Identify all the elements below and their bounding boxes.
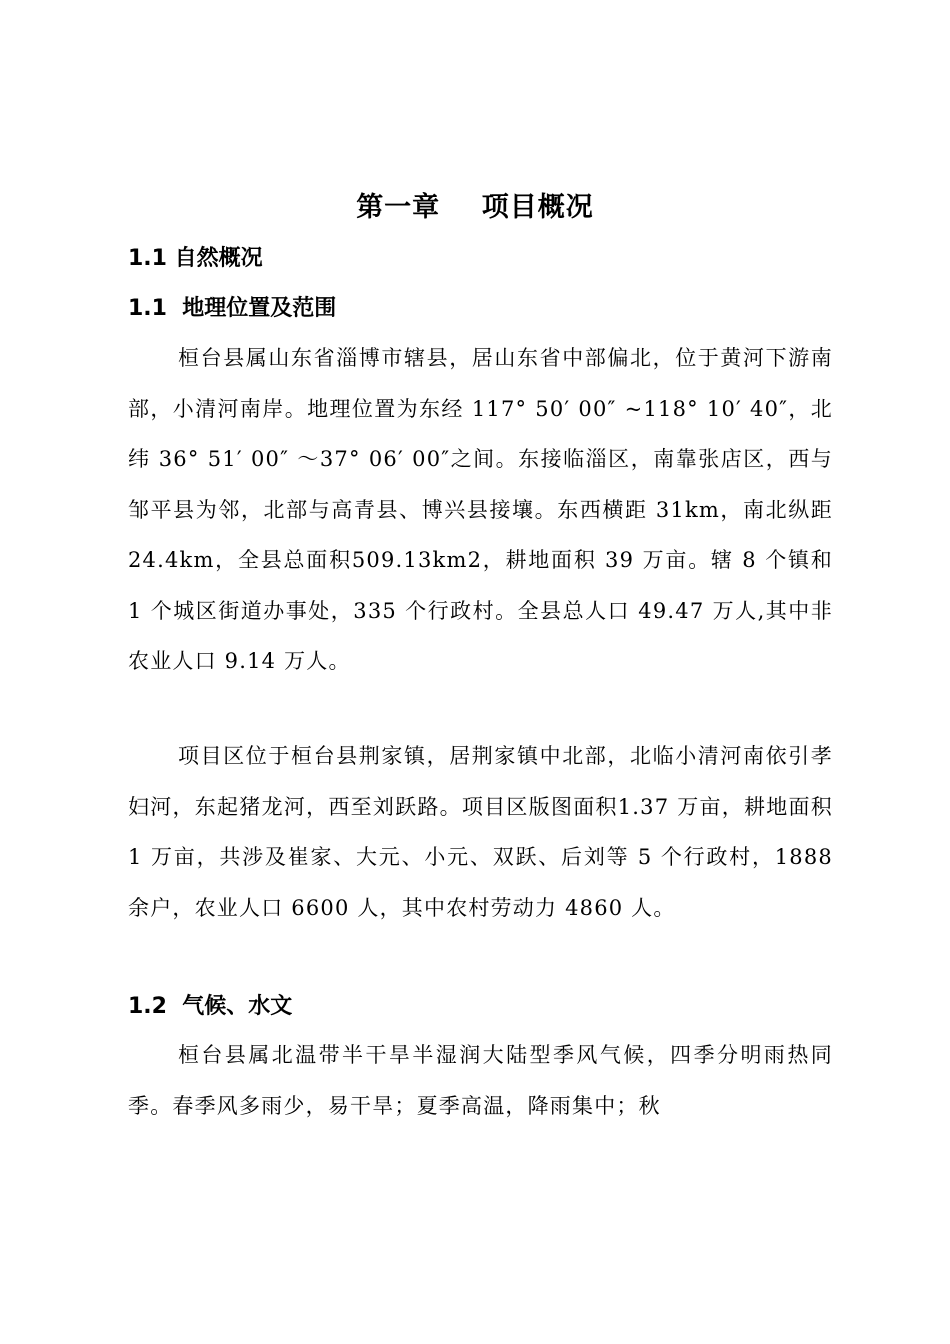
section-heading-climate: 1.2 气候、水文 <box>128 994 293 1019</box>
paragraph-climate: 桓台县属北温带半干旱半湿润大陆型季风气候，四季分明雨热同季。春季风多雨少，易干旱；夏季高温，降雨集中；秋 <box>128 1043 833 1118</box>
section-heading-location: 1.1 地理位置及范围 <box>128 296 337 321</box>
chapter-title: 第一章 项目概况 <box>356 192 594 223</box>
section-heading-natural-overview: 1.1 自然概况 <box>128 246 263 271</box>
paragraph-location-overview: 桓台县属山东省淄博市辖县，居山东省中部偏北，位于黄河下游南部，小清河南岸。地理位置为东经 117° 50′ 00″ ~118° 10′ 40″，北纬 36° 51′ 00″ ～37° 06′ 00″之间。东接临淄区，南靠张店区，西与邹平县为邻，北部与高青县、博兴县接壤。东西横距 31km，南北纵距 24.4km，全县总面积509.13km2，耕地面积 39 万亩。辖 8 个镇和 1 个城区街道办事处，335 个行政村。全县总人口 49.47 万人,其中非农业人口 9.14 万人。 <box>128 346 833 673</box>
paragraph-project-area: 项目区位于桓台县荆家镇，居荆家镇中北部，北临小清河南依引孝妇河，东起猪龙河，西至刘跃路。项目区版图面积1.37 万亩，耕地面积 1 万亩，共涉及崔家、大元、小元、双跃、后刘等 5 个行政村，1888 余户，农业人口 6600 人，其中农村劳动力 4860 人。 <box>128 744 833 920</box>
